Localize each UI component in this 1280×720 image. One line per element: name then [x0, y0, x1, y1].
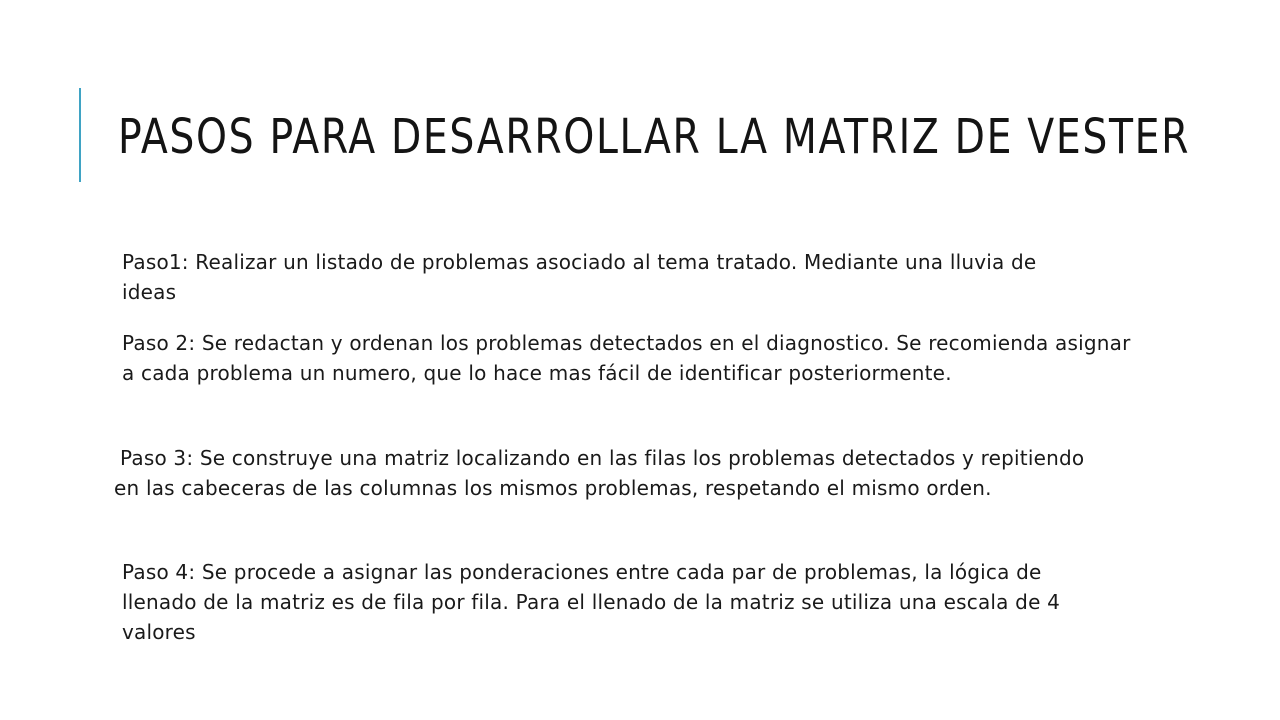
step-3-text: Paso 3: Se construye una matriz localizando en las filas los problemas detectados y repitiendo en las cabeceras de las columnas los mismos problemas, respetando el mismo orden. [114, 446, 1085, 500]
title-accent-bar [79, 88, 81, 182]
step-4-text: Paso 4: Se procede a asignar las ponderaciones entre cada par de problemas, la lógica de llenado de la matriz es de fila por fila. Para el llenado de la matriz se utiliza una escala de 4 valores [122, 560, 1061, 644]
step-2-text: Paso 2: Se redactan y ordenan los problemas detectados en el diagnostico. Se recomienda asignar a cada problema un numero, que lo hace mas fácil de identificar posteriormente. [122, 331, 1131, 385]
slide-title: PASOS PARA DESARROLLAR LA MATRIZ DE VESTER [118, 109, 1191, 165]
step-1-text: Paso1: Realizar un listado de problemas asociado al tema tratado. Mediante una lluvia de ideas [122, 250, 1037, 304]
